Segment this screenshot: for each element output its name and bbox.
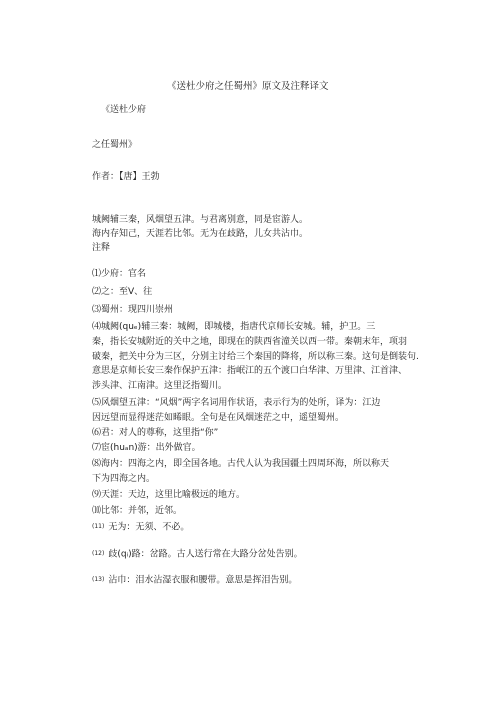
author-line: 作者：【唐】王勃 <box>92 172 160 182</box>
note-line: 秦，指长安城附近的关中之地，即现在的陕西省潼关以西一带。秦朝末年，项羽 <box>92 337 408 347</box>
note-line: ⑺宦(huₐn)游：出外做官。 <box>92 443 201 453</box>
document-title: 《送杜少府之任蜀州》原文及注释译文 <box>167 81 329 92</box>
note-line: ⑼天涯：天边，这里比喻极远的地方。 <box>92 490 246 500</box>
notes-heading: 注释 <box>92 243 111 253</box>
note-text: 无为：无须、不必。 <box>108 522 190 533</box>
poem-line: 城阙辅三秦，风烟望五津。与君离别意，同是宦游人。 <box>92 215 309 225</box>
note-line: 下为四海之内。 <box>92 474 156 484</box>
note-line: ⑸风烟望五津：“风烟”两字名词用作状语，表示行为的处所，译为：江边 <box>92 398 381 408</box>
note-line: ⑴少府：官名 <box>92 269 147 279</box>
note-text: 歧(qᵢ)路：岔路。古人送行常在大路分岔处告别。 <box>108 549 303 560</box>
note-line: ⑽比邻：并邻，近邻。 <box>92 506 183 516</box>
note-number: (11) <box>92 523 105 530</box>
poem-line: 海内存知己，天涯若比邻。无为在歧路，儿女共沾巾。 <box>92 229 309 239</box>
note-line: ⑵之：至V、往 <box>92 287 153 297</box>
poem-title-line-1: 《送杜少府 <box>101 105 147 115</box>
note-line-extra <box>92 574 297 587</box>
note-line: ⑶蜀州：现四川崇州 <box>92 305 174 315</box>
note-line-extra <box>92 548 303 561</box>
note-number: (12) <box>92 550 105 557</box>
poem-title-line-2: 之任蜀州》 <box>92 140 138 150</box>
note-line: ⑷城阙(quₑ)辅三秦：城阙，即城楼，指唐代京师长安城。辅，护卫。三 <box>92 322 376 332</box>
note-line: 破秦，把关中分为三区，分别主讨给三个秦国的降将，所以称三秦。这句是倒装句. <box>92 352 419 362</box>
note-line: 意思是京师长安三秦作保护五津：指岷江的五个渡口白华津、万里津、江首津、 <box>92 366 408 376</box>
note-line: 因远望而显得迷茫如睎眼。全句是在风烟迷茫之中，遥望蜀州。 <box>92 413 345 423</box>
note-text: 沾巾：泪水沾湿衣服和腰带。意思是挥泪告别。 <box>108 575 298 586</box>
note-line: ⑻海内：四海之内，即全国各地。古代人认为我国疆土四周环海，所以称天 <box>92 459 390 469</box>
note-number: (13) <box>92 576 105 583</box>
note-line-extra <box>92 521 189 534</box>
note-line: ⑹君：对人的尊称，这里指“你” <box>92 428 219 438</box>
note-line: 涉头津、江南津。这里泛指蜀川。 <box>92 381 228 391</box>
